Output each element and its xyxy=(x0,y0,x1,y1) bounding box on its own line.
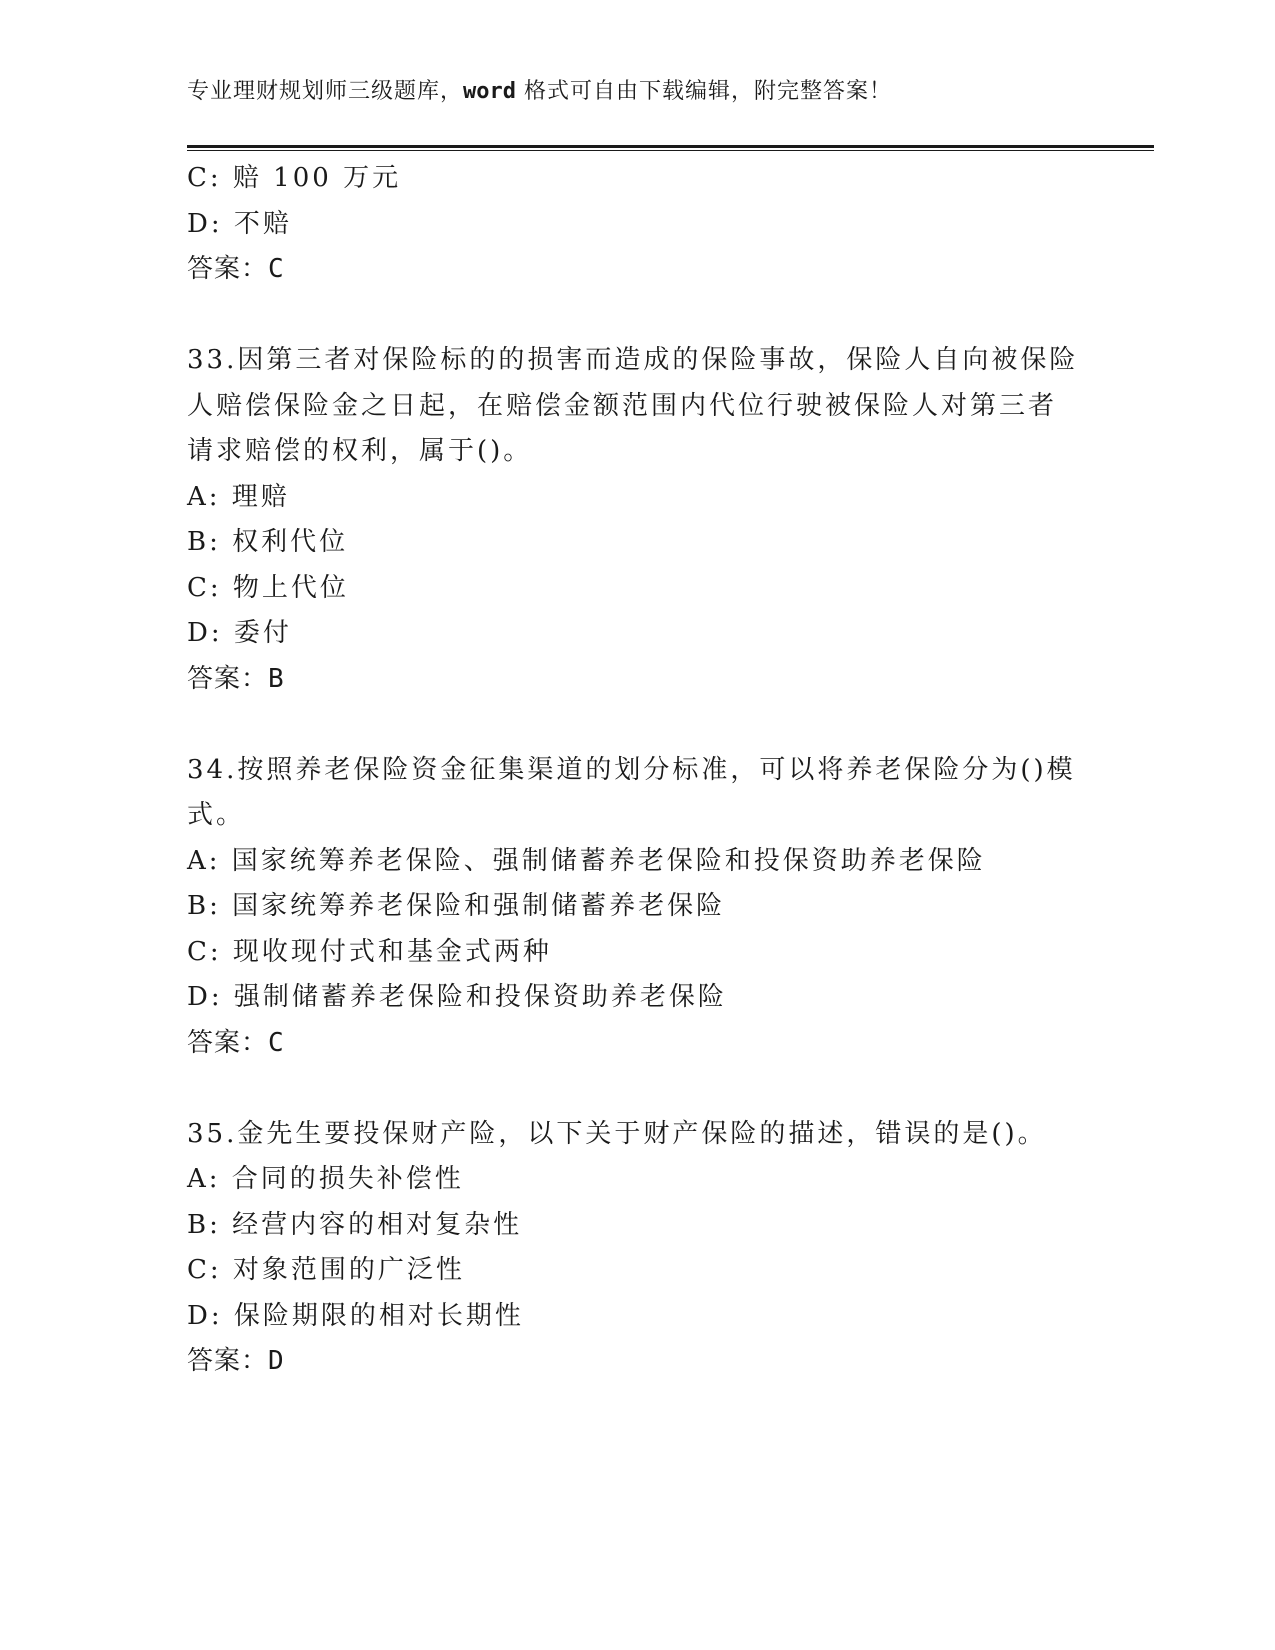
option-a: A: 合同的损失补偿性 xyxy=(187,1164,464,1194)
option-d: D: 不赔 xyxy=(187,208,292,239)
spacer xyxy=(187,1066,1087,1112)
answer-value: C xyxy=(268,1027,285,1058)
option-d: D: 保险期限的相对长期性 xyxy=(187,1300,524,1331)
header-suffix: 格式可自由下载编辑，附完整答案！ xyxy=(516,79,892,104)
answer-line xyxy=(187,1021,1087,1067)
spacer xyxy=(187,293,1087,339)
answer-label: 答案： xyxy=(187,254,269,284)
answer-value: D xyxy=(268,1346,285,1376)
option-b: B: 经营内容的相对复杂性 xyxy=(187,1209,523,1240)
question-34 xyxy=(187,748,1087,1067)
header-rule-thick xyxy=(187,145,1154,148)
answer-line xyxy=(187,657,1087,703)
header-word: word xyxy=(463,79,516,104)
option-b: B: 权利代位 xyxy=(187,527,349,557)
option-a: A: 理赔 xyxy=(187,481,290,512)
option-c: C: 赔 100 万元 xyxy=(187,163,402,193)
answer-line xyxy=(187,247,1087,293)
option-d: D: 委付 xyxy=(187,618,292,648)
option-c: C: 对象范围的广泛性 xyxy=(187,1255,465,1285)
answer-label: 答案： xyxy=(187,1027,269,1058)
question-content xyxy=(187,156,1087,1385)
option-c: C: 现收现付式和基金式两种 xyxy=(187,936,552,967)
option-d: D: 强制储蓄养老保险和投保资助养老保险 xyxy=(187,982,727,1012)
question-text-line: 35.金先生要投保财产险，以下关于财产保险的描述，错误的是()。 xyxy=(187,1118,1047,1149)
question-text-line: 式。 xyxy=(187,800,246,830)
option-a: A: 国家统筹养老保险、强制储蓄养老保险和投保资助养老保险 xyxy=(187,845,986,876)
answer-value: B xyxy=(268,663,285,694)
question-text-line: 33.因第三者对保险标的的损害而造成的保险事故，保险人自向被保险 xyxy=(187,345,1079,375)
answer-label: 答案： xyxy=(187,1346,269,1376)
answer-line xyxy=(187,1339,1087,1385)
spacer xyxy=(187,702,1087,748)
header-prefix: 专业理财规划师三级题库， xyxy=(187,79,464,104)
answer-label: 答案： xyxy=(187,663,269,694)
question-text-line: 34.按照养老保险资金征集渠道的划分标准，可以将养老保险分为()模 xyxy=(187,754,1076,785)
question-35 xyxy=(187,1112,1087,1385)
header-rule-thin xyxy=(187,150,1154,151)
option-c: C: 物上代位 xyxy=(187,572,349,603)
question-32-continuation xyxy=(187,156,1087,293)
question-text-line: 请求赔偿的权利，属于()。 xyxy=(187,436,533,466)
question-text-line: 人赔偿保险金之日起，在赔偿金额范围内代位行驶被保险人对第三者 xyxy=(187,390,1058,421)
answer-value: C xyxy=(268,254,285,284)
option-b: B: 国家统筹养老保险和强制储蓄养老保险 xyxy=(187,891,726,921)
question-33 xyxy=(187,338,1087,702)
page-header xyxy=(187,74,892,105)
